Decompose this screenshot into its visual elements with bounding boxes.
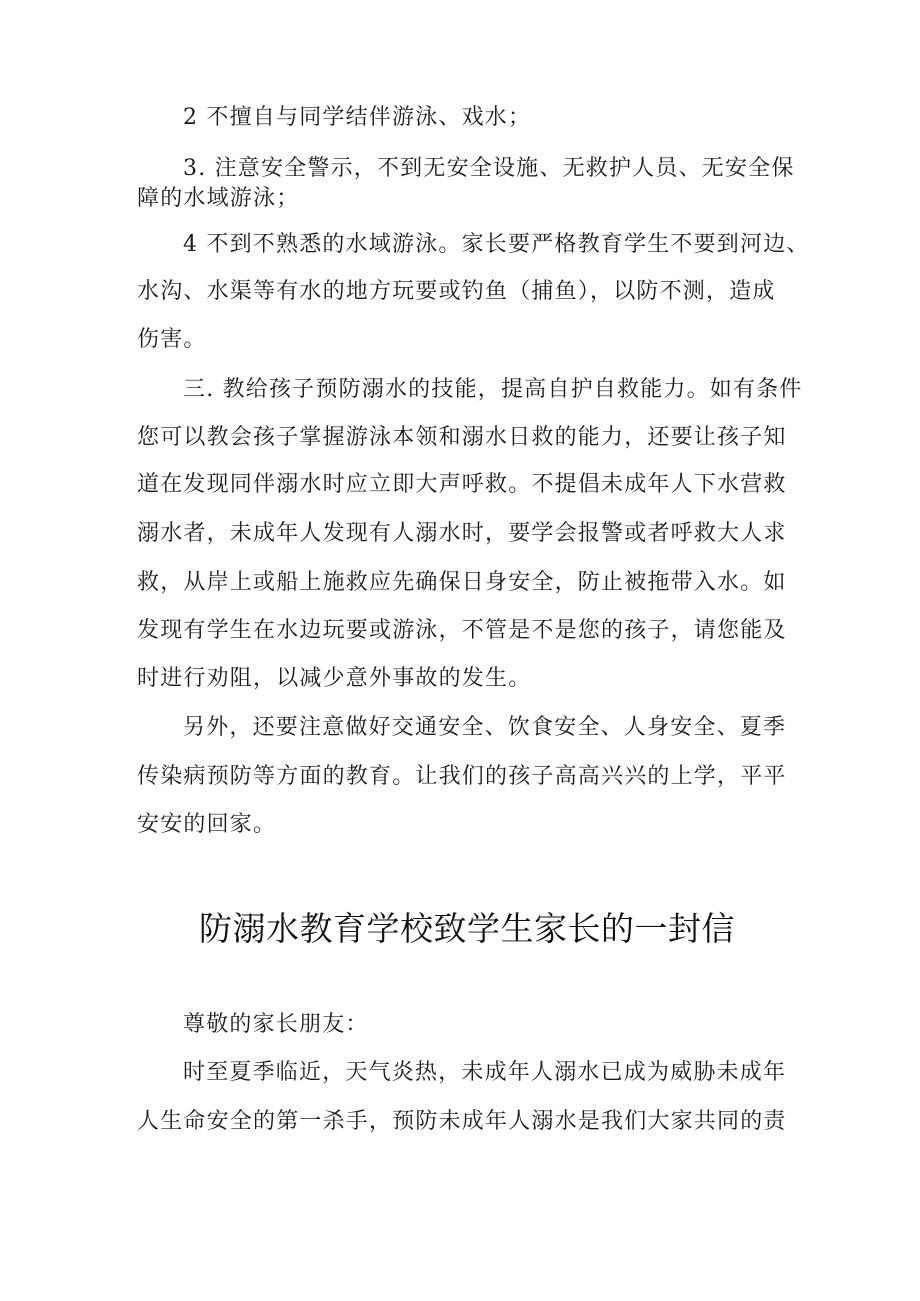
text-line: 三. 教给孩子预防溺水的技能，提高自护自救能力。如有条件 xyxy=(183,377,803,402)
text-line: 人生命安全的第一杀手，预防未成年人溺水是我们大家共同的责 xyxy=(137,1109,787,1134)
text-line: 时至夏季临近，天气炎热，未成年人溺水已成为威胁未成年 xyxy=(183,1060,787,1085)
text-line: 4 不到不熟悉的水域游泳。家长要严格教育学生不要到河边、 xyxy=(183,232,810,257)
text-line: 障的水域游泳； xyxy=(137,186,300,211)
text-line: 道在发现同伴溺水时应立即大声呼救。不提倡未成年人下水营救 xyxy=(137,472,787,497)
letter-title: 防溺水教育学校致学生家长的一封信 xyxy=(199,909,735,948)
text-line: 您可以教会孩子掌握游泳本领和溺水日救的能力，还要让孩子知 xyxy=(137,425,787,450)
text-line: 另外，还要注意做好交通安全、饮食安全、人身安全、夏季 xyxy=(183,715,787,740)
text-line: 传染病预防等方面的教育。让我们的孩子高高兴兴的上学，平平 xyxy=(137,764,787,789)
text-line: 2 不擅自与同学结伴游泳、戏水； xyxy=(183,105,532,130)
text-line: 溺水者，未成年人发现有人溺水时，要学会报警或者呼救大人求 xyxy=(137,521,787,546)
text-line: 安安的回家。 xyxy=(137,812,277,837)
letter-salutation: 尊敬的家长朋友： xyxy=(183,1012,369,1037)
text-line: 救，从岸上或船上施救应先确保日身安全，防止被拖带入水。如 xyxy=(137,570,787,595)
text-line: 3. 注意安全警示，不到无安全设施、无救护人员、无安全保 xyxy=(183,156,795,181)
text-line: 水沟、水渠等有水的地方玩要或钓鱼（捕鱼），以防不测，造成 xyxy=(137,279,776,304)
text-line: 时进行劝阻，以减少意外事故的发生。 xyxy=(137,666,532,691)
text-line: 伤害。 xyxy=(137,327,207,352)
text-line: 发现有学生在水边玩要或游泳，不管是不是您的孩子，请您能及 xyxy=(137,618,787,643)
